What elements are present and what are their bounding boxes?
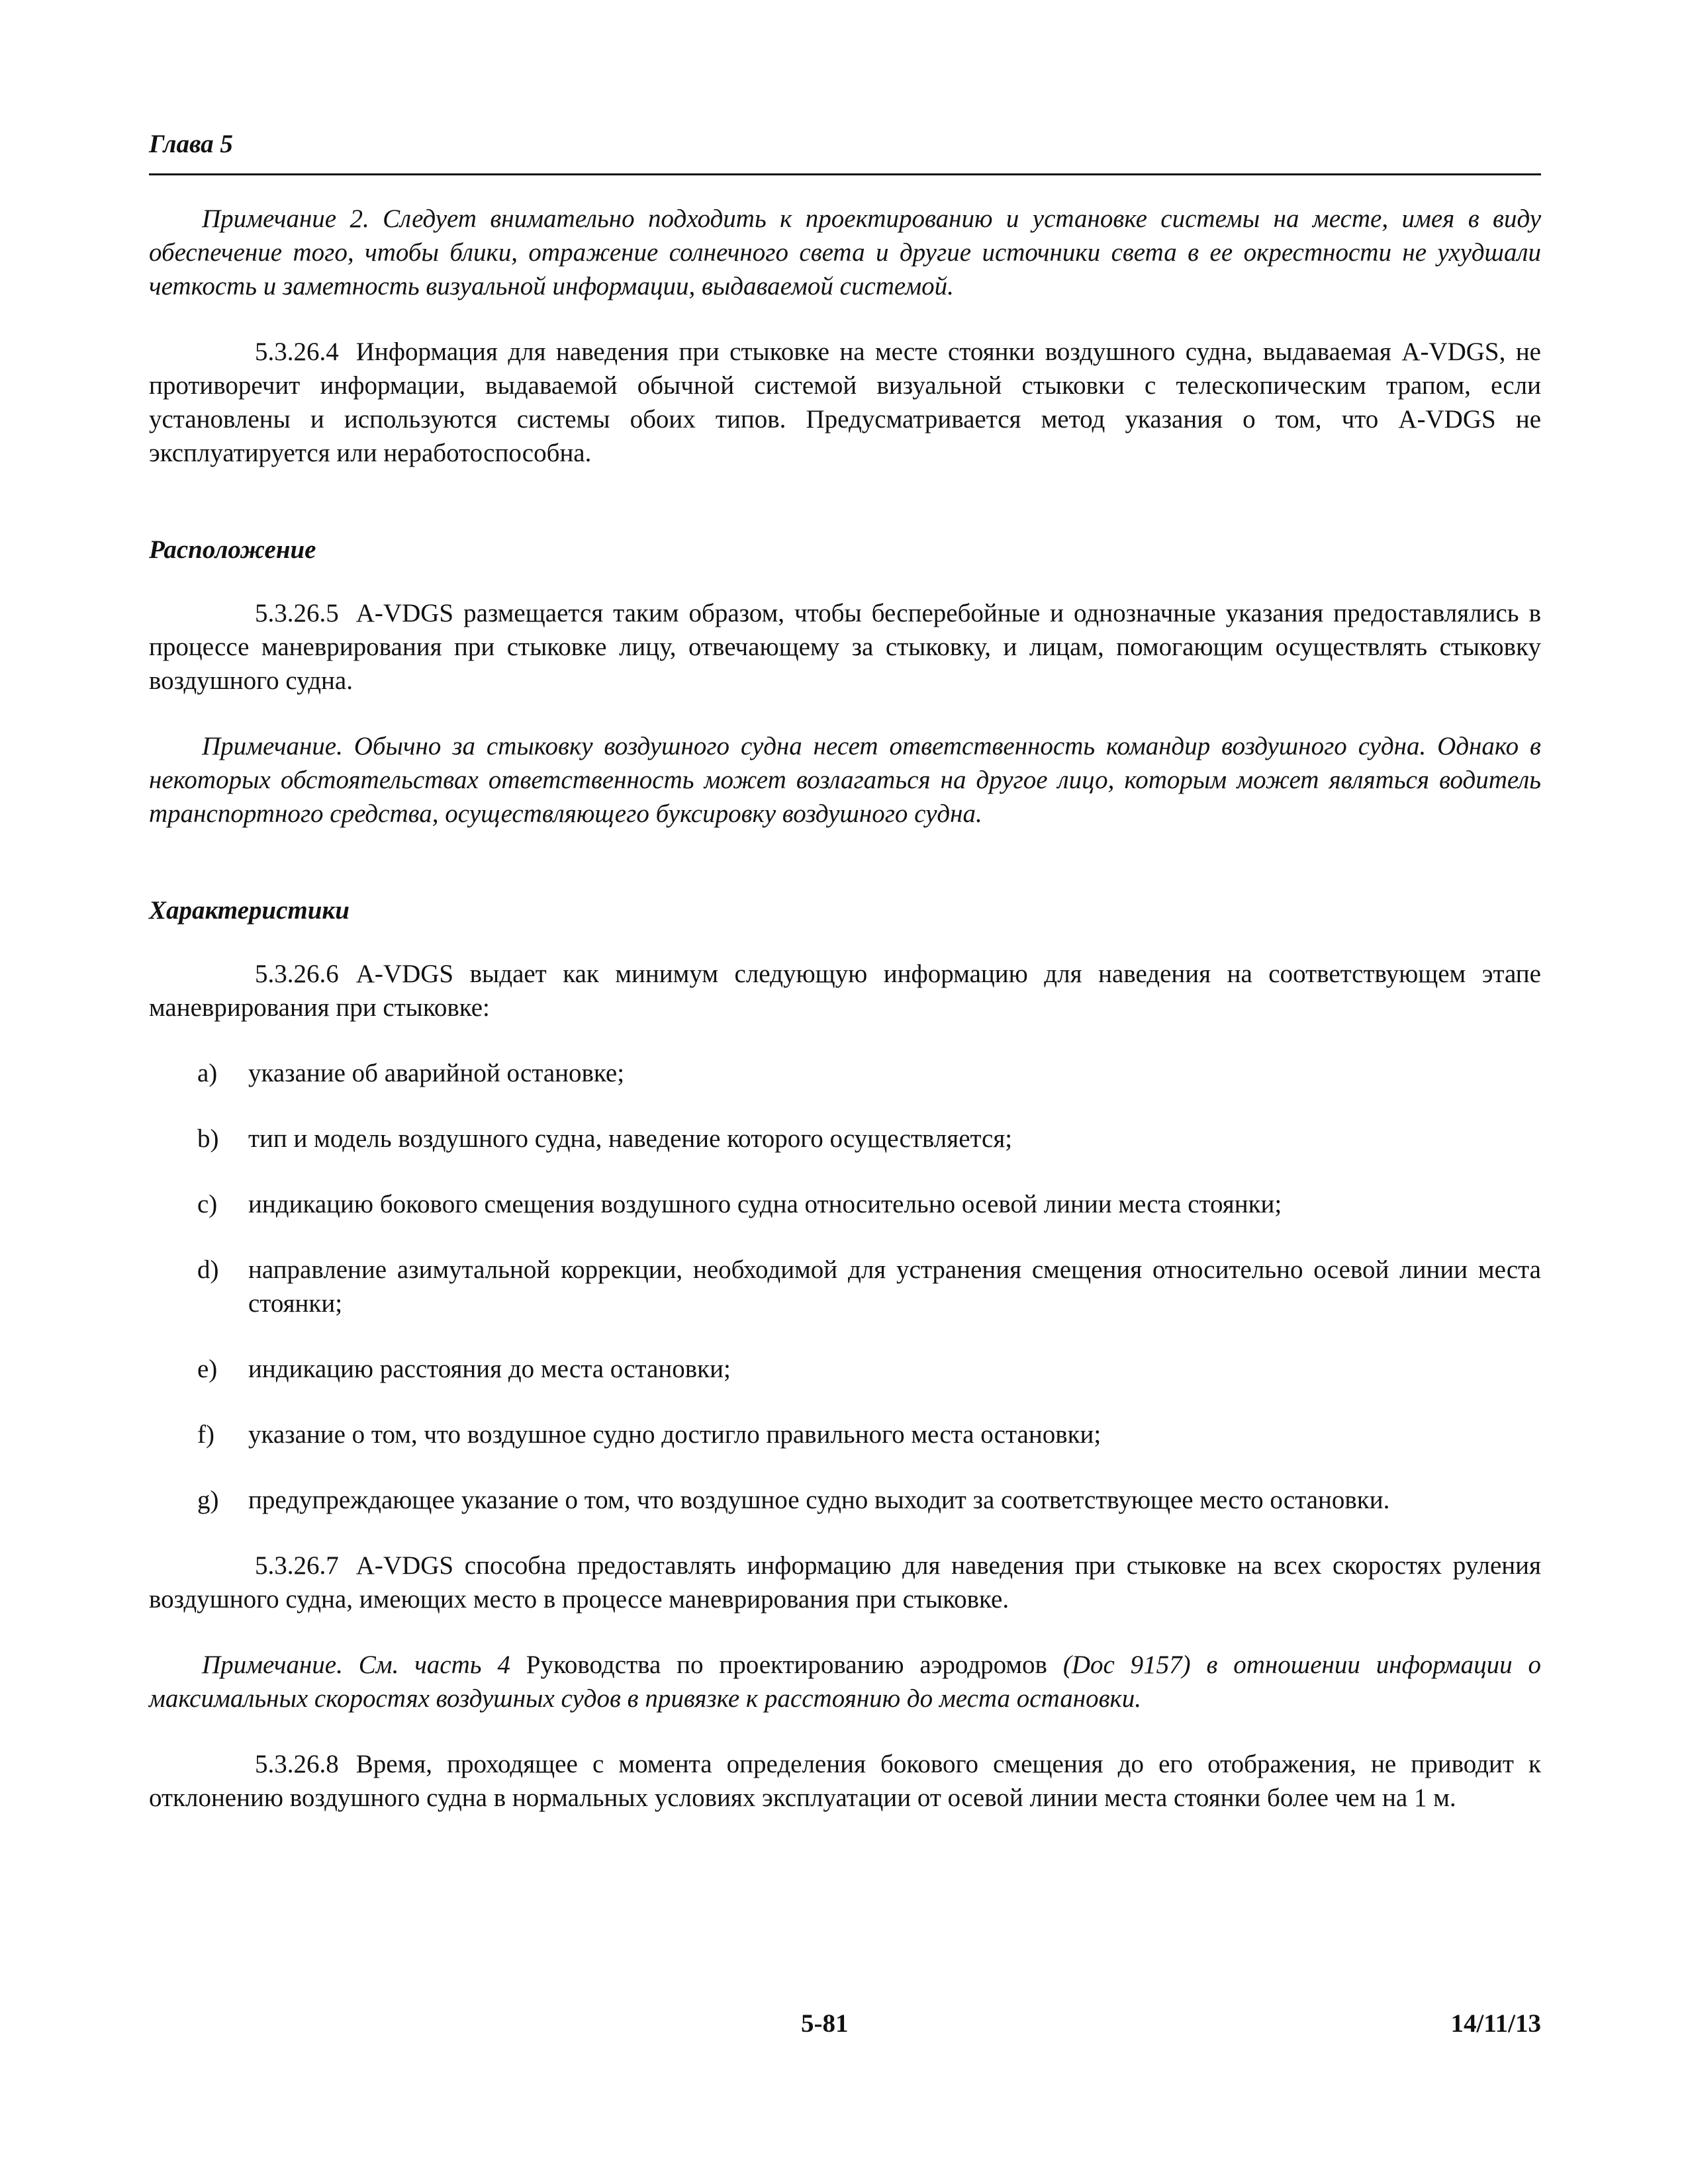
note-speeds (149, 1648, 1541, 1715)
spacer (149, 1386, 1541, 1418)
spacer (149, 1616, 1541, 1648)
spacer (149, 1451, 1541, 1483)
list-text: индикацию расстояния до места остановки; (248, 1355, 731, 1383)
list-text: тип и модель воздушного судна, наведение которого осуществляется; (248, 1124, 1013, 1153)
spacer (149, 1517, 1541, 1549)
list-text: предупреждающее указание о том, что воздушное судно выходит за соответствующее место остановки. (248, 1486, 1390, 1514)
spacer (149, 567, 1541, 596)
list-letter: e) (197, 1355, 218, 1383)
list-letter: f) (197, 1420, 214, 1449)
list-item (149, 1483, 1541, 1517)
spacer (149, 698, 1541, 729)
paragraph-number: 5.3.26.5 (255, 599, 339, 627)
paragraph-text: A-VDGS выдает как минимум следующую информацию для наведения на соответствующем этапе маневрирования при стыковке: (149, 960, 1541, 1022)
chapter-title: Глава 5 (149, 130, 233, 158)
list-text: направление азимутальной коррекции, необходимой для устранения смещения относительно осевой линии места стоянки; (248, 1255, 1541, 1318)
paragraph-number: 5.3.26.8 (255, 1750, 339, 1778)
list-text: указание об аварийной остановке; (248, 1059, 625, 1087)
list-text: индикацию бокового смещения воздушного судна относительно осевой линии места стоянки; (248, 1190, 1282, 1218)
footer-page-number: 5-81 (801, 2009, 849, 2038)
paragraph-text: A-VDGS способна предоставлять информацию для наведения при стыковке на всех скоростях руления воздушного судна, имеющих место в процессе маневрирования при стыковке. (149, 1551, 1541, 1614)
paragraph-5-3-26-4 (149, 335, 1541, 470)
spacer (149, 470, 1541, 533)
list-item (149, 1056, 1541, 1090)
paragraph-text: Информация для наведения при стыковке на месте стоянки воздушного судна, выдаваемая A-VDGS, не противоречит информации, выдаваемой обычной системой визуальной стыковки с телескопическим трапом, если установлены и используются системы обоих типов. Предусматривается метод указания о том, что A-VDGS не эксплуатируется или неработоспособна. (149, 338, 1541, 467)
list-text: указание о том, что воздушное судно достигло правильного места остановки; (248, 1420, 1102, 1449)
spacer (149, 1156, 1541, 1187)
spacer (149, 1320, 1541, 1352)
list-letter: c) (197, 1190, 218, 1218)
paragraph-5-3-26-5 (149, 596, 1541, 698)
header-rule (149, 173, 1541, 175)
note-location: Примечание. Обычно за стыковку воздушного судна несет ответственность командир воздушного судна. Однако в некоторых обстоятельствах ответственность может возлагаться на другое лицо, которым может являться водитель транспортного средства, осуществляющего буксировку воздушного судна. (149, 732, 1541, 828)
list-letter: a) (197, 1059, 218, 1087)
spacer (149, 303, 1541, 335)
info-list (149, 1056, 1541, 1517)
note-text-part1: Примечание. См. часть 4 (202, 1651, 510, 1679)
section-title-characteristics: Характеристики (149, 896, 350, 925)
paragraph-text: A-VDGS размещается таким образом, чтобы бесперебойные и однозначные указания предоставлялись в процессе маневрирования при стыковке лицу, отвечающему за стыковку, и лицам, помогающим осуществлять стыковку воздушного судна. (149, 599, 1541, 695)
list-item (149, 1418, 1541, 1451)
note-text-part2: (Doc 9157) в отношении информации о максимальных скоростях воздушных судов в привязке к расстоянию до места остановки. (149, 1651, 1542, 1713)
page-content (149, 202, 1541, 1815)
footer-date: 14/11/13 (1450, 2009, 1541, 2038)
spacer (149, 927, 1541, 957)
spacer (149, 1221, 1541, 1253)
list-item (149, 1253, 1541, 1320)
paragraph-text: Время, проходящее с момента определения бокового смещения до его отображения, не приводит к отклонению воздушного судна в нормальных условиях эксплуатации от осевой линии места стоянки более чем на 1 м. (149, 1750, 1541, 1812)
spacer (149, 1090, 1541, 1122)
list-item (149, 1187, 1541, 1221)
list-letter: g) (197, 1486, 219, 1514)
paragraph-number: 5.3.26.4 (255, 338, 339, 366)
spacer (149, 1715, 1541, 1747)
list-letter: b) (197, 1124, 219, 1153)
paragraph-5-3-26-8 (149, 1747, 1541, 1815)
manual-title: Руководства по проектированию аэродромов (526, 1651, 1047, 1679)
list-item (149, 1352, 1541, 1386)
spacer (149, 1024, 1541, 1056)
list-item (149, 1122, 1541, 1156)
list-letter: d) (197, 1255, 219, 1284)
paragraph-5-3-26-7 (149, 1549, 1541, 1616)
spacer (149, 831, 1541, 893)
section-title-location: Расположение (149, 535, 316, 564)
paragraph-number: 5.3.26.6 (255, 960, 339, 988)
note-2: Примечание 2. Следует внимательно подходить к проектированию и установке системы на месте, имея в виду обеспечение того, чтобы блики, отражение солнечного света и другие источники света в ее окрестности не ухудшали четкость и заметность визуальной информации, выдаваемой системой. (149, 205, 1541, 300)
paragraph-number: 5.3.26.7 (255, 1551, 339, 1580)
paragraph-5-3-26-6 (149, 957, 1541, 1024)
